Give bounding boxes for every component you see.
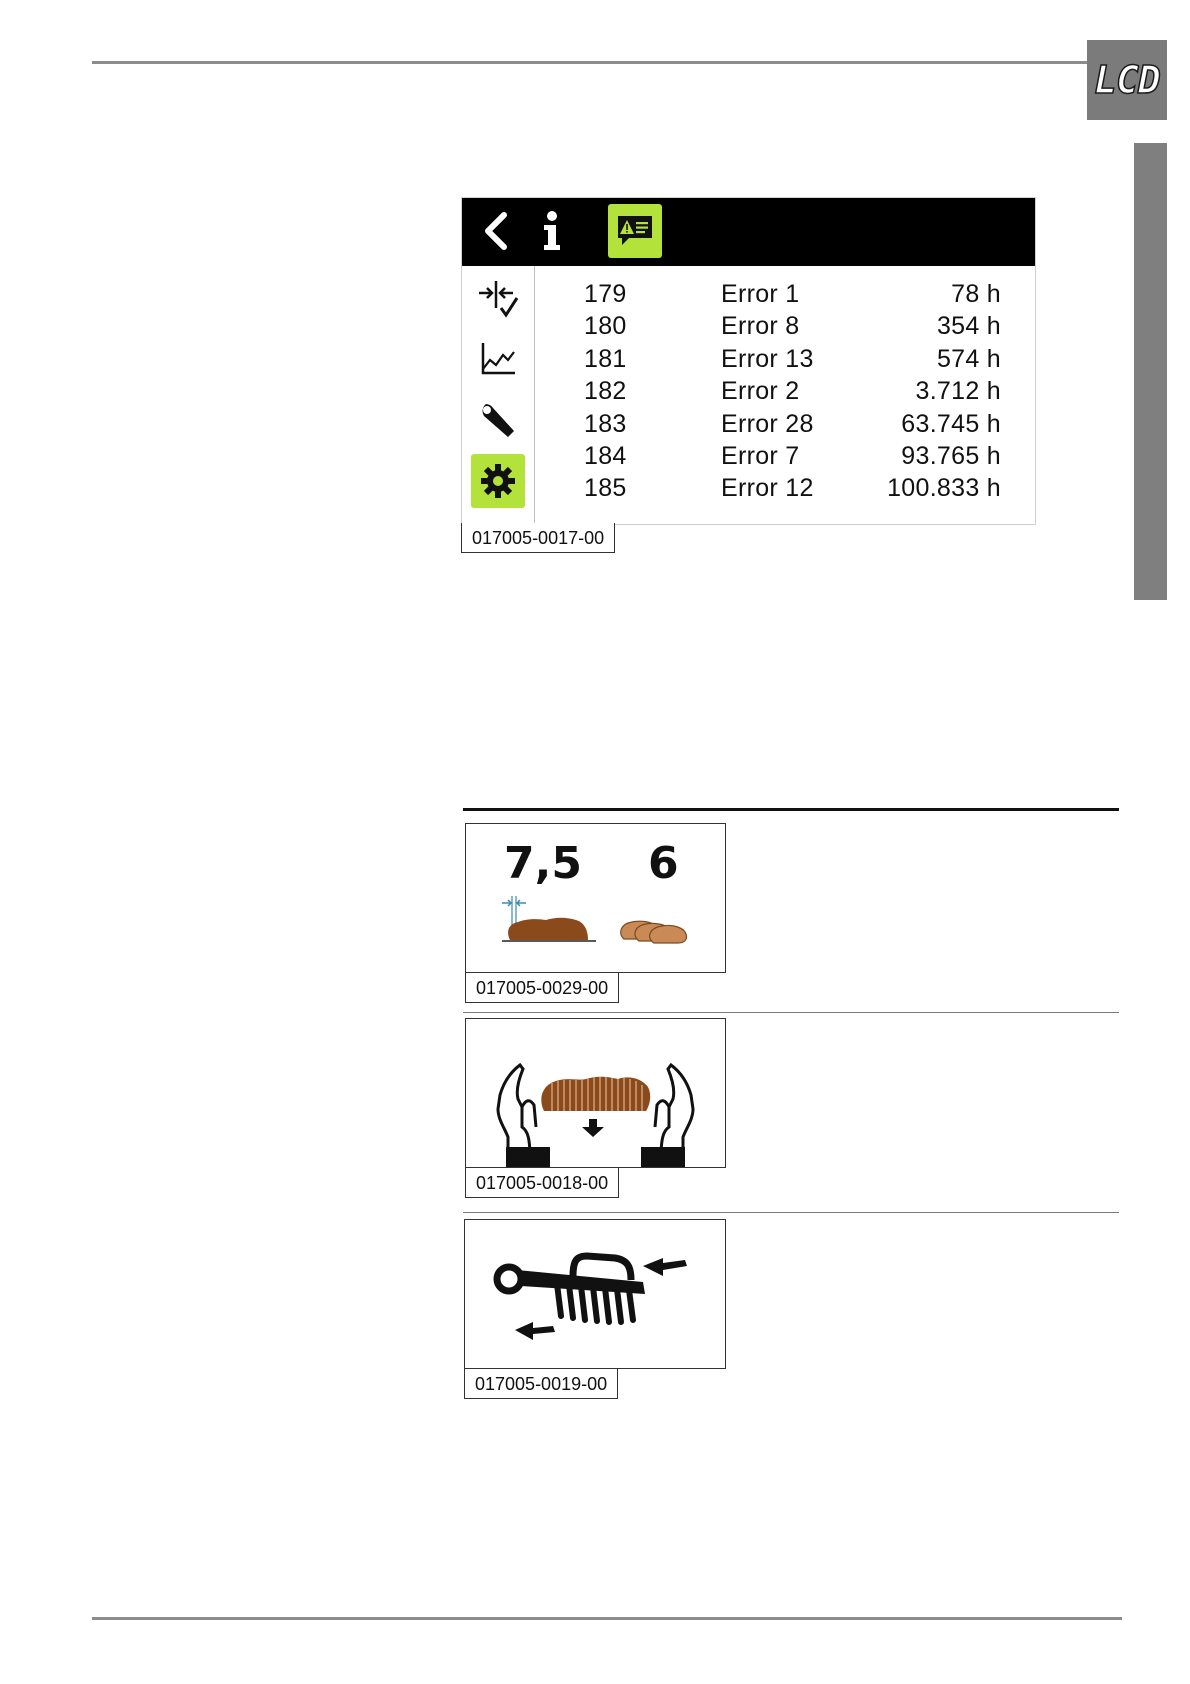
settings-button[interactable] xyxy=(471,454,525,508)
error-name: Error 8 xyxy=(721,312,800,341)
table-row-divider xyxy=(463,1012,1119,1013)
error-number: 180 xyxy=(584,312,627,341)
error-number: 179 xyxy=(584,280,627,308)
error-number: 183 xyxy=(584,409,627,438)
operating-hours: 93.765 h xyxy=(901,441,1001,470)
back-arrow-icon xyxy=(480,211,514,251)
section-tab-label: LCD xyxy=(1094,58,1160,102)
error-number: 185 xyxy=(584,474,627,503)
error-log-table xyxy=(534,278,1034,505)
table-row xyxy=(534,278,1034,310)
table-top-rule xyxy=(463,808,1119,811)
operating-hours: 63.745 h xyxy=(901,409,1001,438)
info-button[interactable] xyxy=(525,204,579,258)
table-row xyxy=(534,472,1034,504)
statistics-chart-icon xyxy=(478,340,518,378)
error-log-button[interactable] xyxy=(608,204,662,258)
error-name: Error 1 xyxy=(721,280,800,308)
lcd-screen xyxy=(461,197,1036,525)
screen-header xyxy=(462,198,1035,266)
error-name: Error 12 xyxy=(721,474,814,503)
table-row xyxy=(534,408,1034,440)
operating-hours: 574 h xyxy=(936,344,1001,373)
section-tab-lcd xyxy=(1087,40,1167,120)
table-row-divider xyxy=(463,1212,1119,1213)
error-number: 182 xyxy=(584,377,627,406)
table-row xyxy=(534,440,1034,472)
slice-settings-figure xyxy=(465,823,726,973)
error-name: Error 13 xyxy=(721,344,814,373)
screen-side-menu xyxy=(462,266,535,524)
operating-hours: 78 h xyxy=(951,280,1001,308)
error-number: 184 xyxy=(584,441,627,470)
figure-label: 017005-0018-00 xyxy=(465,1168,619,1198)
figure-label: 017005-0029-00 xyxy=(465,973,619,1003)
bread-comb-figure xyxy=(464,1219,726,1369)
top-rule xyxy=(92,61,1092,64)
error-number: 181 xyxy=(584,344,627,373)
figure-label: 017005-0017-00 xyxy=(461,523,615,553)
wrench-icon xyxy=(478,400,518,440)
table-row xyxy=(534,310,1034,342)
operating-hours: 3.712 h xyxy=(915,377,1001,406)
gear-icon xyxy=(479,462,517,500)
bottom-rule xyxy=(92,1617,1122,1620)
chapter-side-bar xyxy=(1134,143,1167,600)
error-name: Error 7 xyxy=(721,441,800,470)
hands-bread-icon xyxy=(466,1019,725,1167)
table-row xyxy=(534,375,1034,407)
bread-comb-icon xyxy=(465,1220,725,1368)
slice-count-value: 6 xyxy=(648,838,679,889)
insert-bread-figure xyxy=(465,1018,726,1168)
service-button[interactable] xyxy=(471,393,525,447)
error-name: Error 28 xyxy=(721,409,814,438)
figure-label: 017005-0019-00 xyxy=(464,1369,618,1399)
operating-hours: 354 h xyxy=(936,312,1001,341)
slice-thickness-value: 7,5 xyxy=(504,838,582,889)
error-message-icon xyxy=(615,213,655,249)
table-row xyxy=(534,343,1034,375)
calibration-button[interactable] xyxy=(471,271,525,325)
back-button[interactable] xyxy=(470,204,524,258)
info-icon xyxy=(537,210,567,252)
operating-hours: 100.833 h xyxy=(887,474,1001,503)
calibrate-check-icon xyxy=(476,278,520,318)
statistics-button[interactable] xyxy=(471,332,525,386)
error-name: Error 2 xyxy=(721,377,800,406)
bread-slices-icon xyxy=(484,894,714,972)
